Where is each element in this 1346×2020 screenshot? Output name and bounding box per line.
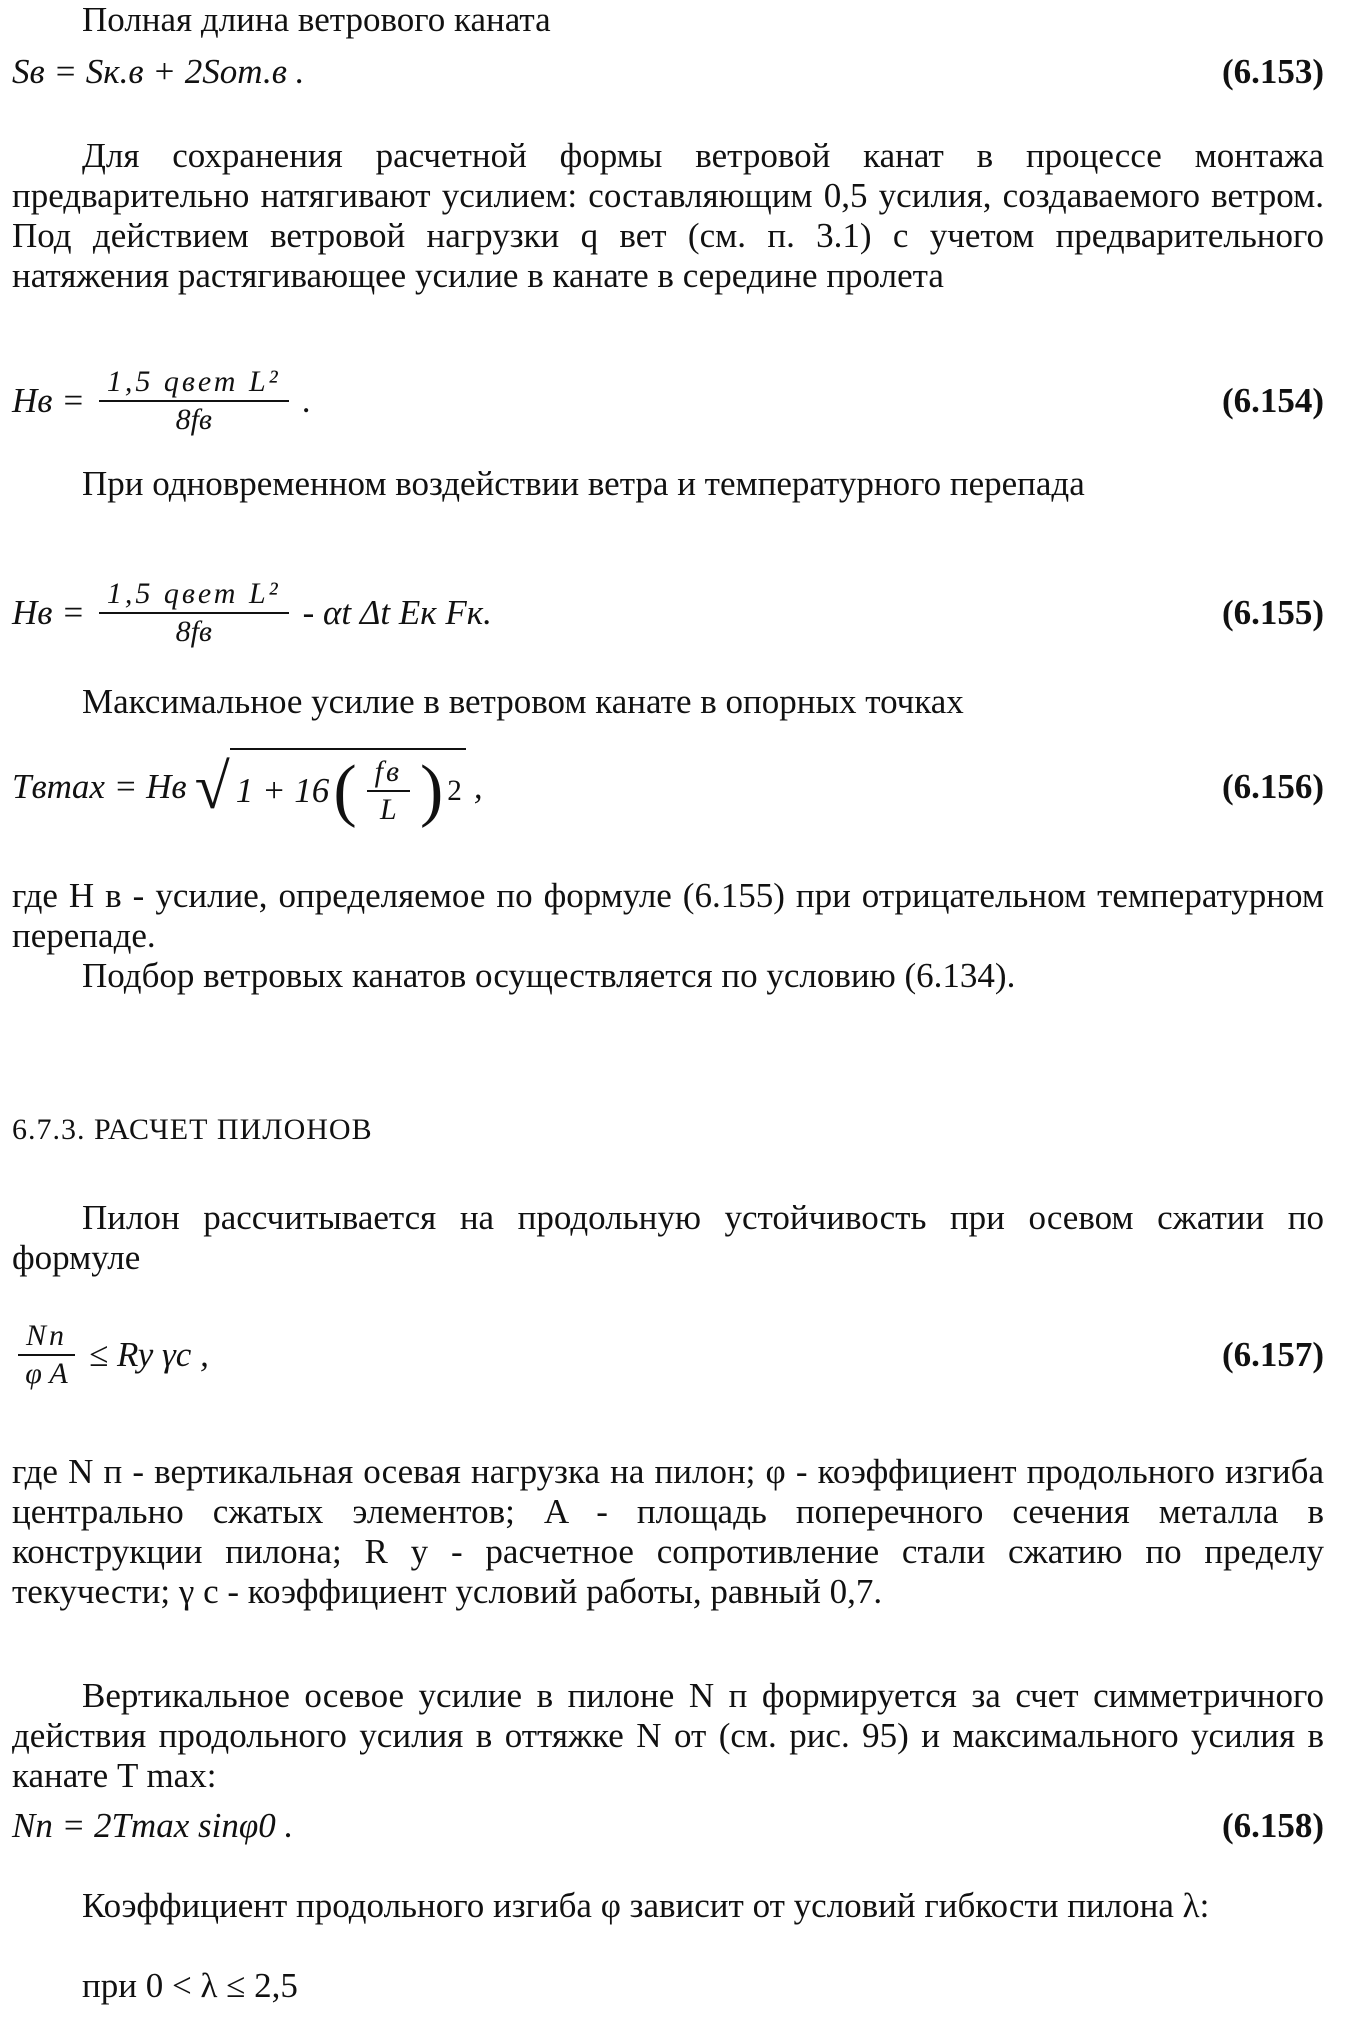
paragraph-full-length bbox=[12, 0, 1324, 40]
paragraph-text: где H в - усилие, определяемое по формуле (6.155) при отрицательном температурном перепаде. bbox=[12, 876, 1324, 955]
radical-sign-icon: √ bbox=[194, 751, 230, 822]
equation-number: (6.158) bbox=[1221, 1806, 1324, 1845]
paragraph-selection bbox=[12, 956, 1324, 996]
paragraph-pretension bbox=[12, 136, 1324, 296]
radicand-text: 1 + 16 bbox=[235, 771, 330, 810]
equation-number: (6.157) bbox=[1221, 1335, 1324, 1374]
fraction-denominator: 8fв bbox=[175, 403, 212, 436]
paragraph-text: Пилон рассчитывается на продольную устойчивость при осевом сжатии по формуле bbox=[12, 1198, 1324, 1277]
paragraph-text: Полная длина ветрового каната bbox=[82, 0, 551, 39]
fraction-denominator: L bbox=[379, 793, 397, 826]
equation-number: (6.153) bbox=[1221, 52, 1324, 91]
equation-expression bbox=[12, 366, 311, 436]
equation-lhs: Tвmax = Hв bbox=[12, 767, 187, 806]
paragraph-text: Подбор ветровых канатов осуществляется по условию (6.134). bbox=[82, 956, 1016, 995]
equation-expression: Sв = Sк.в + 2Sот.в . bbox=[12, 52, 305, 91]
square-root bbox=[194, 748, 466, 829]
paragraph-text: где N п - вертикальная осевая нагрузка на пилон; φ - коэффициент продольного изгиба центрально сжатых элементов; A - площадь поперечного сечения металла в конструкции пилона; R y - расчетное сопротивление стали сжатию по пределу текучести; γ с - коэффициент условий работы, равный 0,7. bbox=[12, 1452, 1324, 1611]
equation-6-154 bbox=[12, 366, 1324, 436]
right-paren-icon: ) bbox=[419, 752, 444, 829]
fraction-numerator: fв bbox=[367, 756, 410, 792]
fraction-denominator: 8fв bbox=[175, 615, 212, 648]
paragraph-where-hv bbox=[12, 876, 1324, 956]
paragraph-text: при 0 < λ ≤ 2,5 bbox=[82, 1966, 298, 2005]
equation-6-153 bbox=[12, 52, 1324, 92]
paragraph-pylon bbox=[12, 1198, 1324, 1278]
paragraph-text: Вертикальное осевое усилие в пилоне N п формируется за счет симметричного действия продольного усилия в оттяжке N от (см. рис. 95) и максимального усилия в канате T max: bbox=[12, 1676, 1324, 1795]
equation-number: (6.154) bbox=[1221, 381, 1324, 420]
equation-number: (6.156) bbox=[1221, 767, 1324, 806]
equation-number: (6.155) bbox=[1221, 593, 1324, 632]
equation-6-156 bbox=[12, 748, 1324, 829]
paragraph-where-np bbox=[12, 1452, 1324, 1612]
paragraph-condition bbox=[12, 1966, 1324, 2006]
paragraph-max-force bbox=[12, 682, 1324, 722]
equation-6-158 bbox=[12, 1806, 1324, 1846]
fraction-numerator: Nп bbox=[18, 1320, 75, 1356]
radicand bbox=[230, 748, 466, 829]
equation-tail: . bbox=[302, 381, 312, 420]
equation-6-157 bbox=[12, 1320, 1324, 1390]
fraction bbox=[99, 366, 289, 436]
fraction bbox=[18, 1320, 75, 1390]
paragraph-text: Коэффициент продольного изгиба φ зависит от условий гибкости пилона λ: bbox=[82, 1886, 1210, 1925]
exponent: 2 bbox=[447, 775, 462, 807]
equation-expression bbox=[12, 1320, 209, 1390]
equation-expression: Nп = 2Tmax sinφ0 . bbox=[12, 1806, 294, 1845]
left-paren-icon: ( bbox=[333, 752, 357, 829]
equation-expression bbox=[12, 748, 483, 829]
equation-lhs: Hв = bbox=[12, 593, 85, 632]
equation-lhs: Hв = bbox=[12, 381, 85, 420]
equation-tail: - αt Δt Eк Fк. bbox=[302, 593, 492, 632]
paragraph-text: Максимальное усилие в ветровом канате в опорных точках bbox=[82, 682, 964, 721]
paragraph-buckling-coefficient bbox=[12, 1886, 1324, 1926]
equation-6-155 bbox=[12, 578, 1324, 648]
paragraph-text: Для сохранения расчетной формы ветровой канат в процессе монтажа предварительно натягивают усилием: составляющим 0,5 усилия, создаваемого ветром. Под действием ветровой нагрузки q вет (см. п. 3.1) с учетом предварительного натяжения растягивающее усилие в канате в середине пролета bbox=[12, 136, 1324, 295]
section-title-text: 6.7.3. РАСЧЕТ ПИЛОНОВ bbox=[12, 1113, 373, 1146]
fraction-denominator: φ A bbox=[25, 1357, 68, 1390]
fraction-numerator: 1,5 qвет L² bbox=[99, 578, 289, 614]
fraction-numerator: 1,5 qвет L² bbox=[99, 366, 289, 402]
equation-tail: , bbox=[473, 767, 483, 806]
section-title bbox=[12, 1110, 1324, 1150]
inner-fraction bbox=[367, 756, 410, 826]
equation-tail: ≤ Ry γc , bbox=[89, 1335, 209, 1374]
paragraph-wind-temperature bbox=[12, 464, 1324, 504]
fraction bbox=[99, 578, 289, 648]
equation-expression bbox=[12, 578, 492, 648]
paragraph-vertical-force bbox=[12, 1676, 1324, 1796]
paragraph-text: При одновременном воздействии ветра и температурного перепада bbox=[82, 464, 1085, 503]
